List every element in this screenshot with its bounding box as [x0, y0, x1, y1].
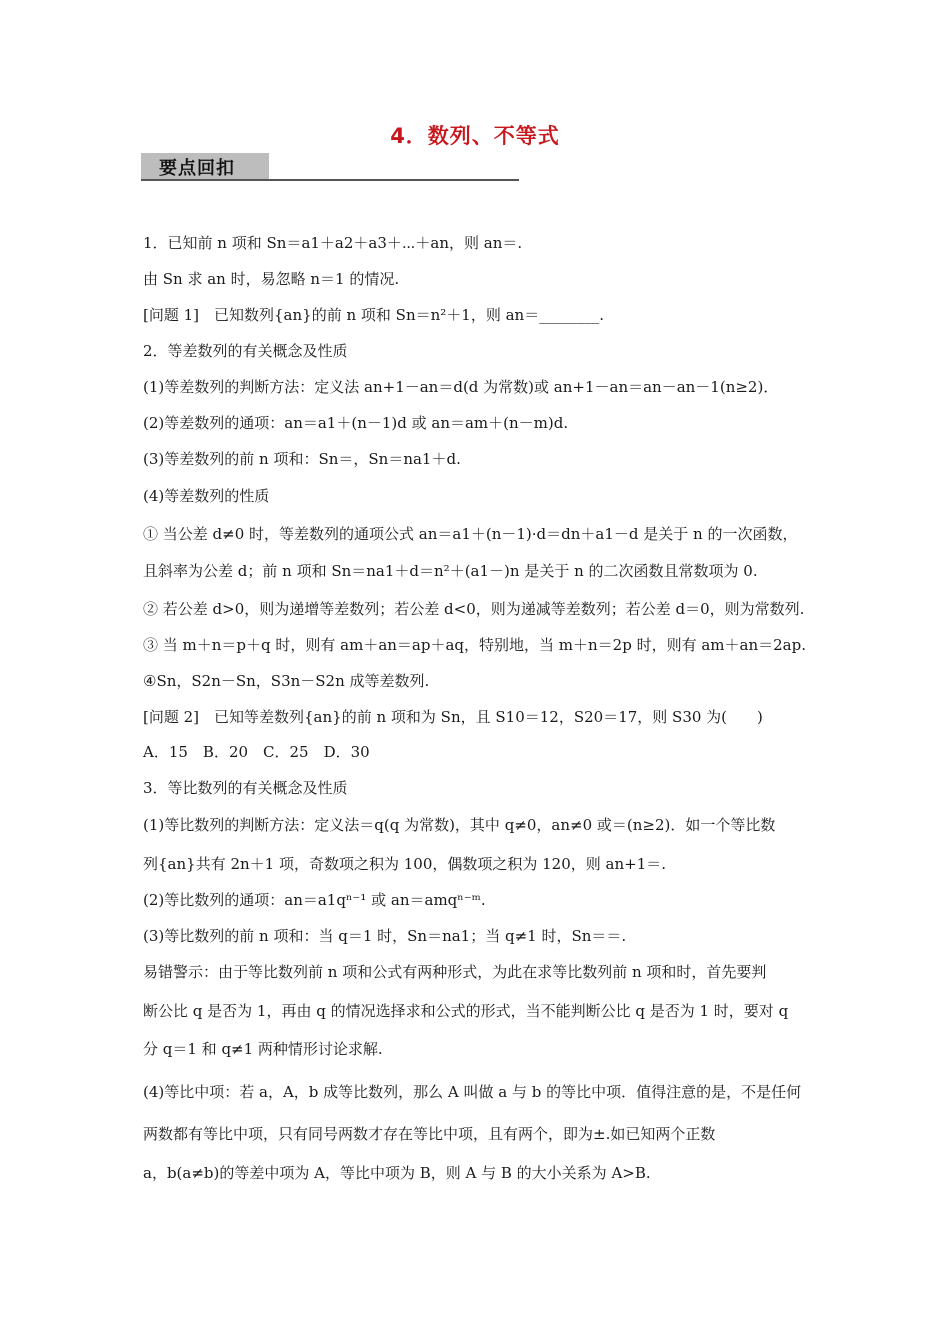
text-line: (2)等比数列的通项：an＝a1qⁿ⁻¹ 或 an＝amqⁿ⁻ᵐ.	[143, 891, 486, 909]
text-line: 分 q＝1 和 q≠1 两种情形讨论求解.	[143, 1040, 383, 1058]
text-line: 两数都有等比中项，只有同号两数才存在等比中项，且有两个，即为±.如已知两个正数	[143, 1125, 716, 1143]
text-line: 由 Sn 求 an 时，易忽略 n＝1 的情况.	[143, 270, 400, 288]
text-line: ③ 当 m＋n＝p＋q 时，则有 am＋an＝ap＋aq，特别地，当 m＋n＝2p 时，则有 am＋an＝2ap.	[143, 636, 806, 654]
text-line: 易错警示：由于等比数列前 n 项和公式有两种形式，为此在求等比数列前 n 项和时，首先要判	[143, 963, 767, 981]
text-line: (1)等比数列的判断方法：定义法＝q(q 为常数)，其中 q≠0，an≠0 或＝(n≥2)．如一个等比数	[143, 816, 776, 834]
text-line: 2．等差数列的有关概念及性质	[143, 342, 348, 360]
text-line: a，b(a≠b)的等差中项为 A，等比中项为 B，则 A 与 B 的大小关系为 A>B.	[143, 1164, 651, 1182]
text-line: (3)等差数列的前 n 项和：Sn＝，Sn＝na1＋d.	[143, 450, 461, 468]
section-heading: 要点回扣	[159, 158, 235, 179]
text-line: 1．已知前 n 项和 Sn＝a1＋a2＋a3＋⋯＋an，则 an＝.	[143, 234, 523, 252]
text-line: (4)等比中项：若 a，A，b 成等比数列，那么 A 叫做 a 与 b 的等比中项．值得注意的是，不是任何	[143, 1083, 802, 1101]
text-line: A．15 B．20 C．25 D．30	[143, 743, 370, 761]
text-line: 且斜率为公差 d；前 n 项和 Sn＝na1＋d＝n²＋(a1－)n 是关于 n 的二次函数且常数项为 0.	[143, 562, 758, 580]
text-line: (1)等差数列的判断方法：定义法 an+1－an＝d(d 为常数)或 an+1－an＝an－an－1(n≥2)．	[143, 378, 779, 396]
text-line: 3．等比数列的有关概念及性质	[143, 779, 348, 797]
text-line: [问题 2] 已知等差数列{an}的前 n 项和为 Sn，且 S10＝12，S20＝17，则 S30 为( )	[143, 708, 763, 726]
text-line: (2)等差数列的通项：an＝a1＋(n－1)d 或 an＝am＋(n－m)d.	[143, 414, 569, 432]
text-line: [问题 1] 已知数列{an}的前 n 项和 Sn＝n²＋1，则 an＝________.	[143, 306, 604, 324]
text-line: (4)等差数列的性质	[143, 487, 270, 505]
text-line: (3)等比数列的前 n 项和：当 q＝1 时，Sn＝na1；当 q≠1 时，Sn＝＝.	[143, 927, 627, 945]
text-line: ④Sn，S2n－Sn，S3n－S2n 成等差数列.	[143, 672, 430, 690]
page-title: 4．数列、不等式	[390, 124, 560, 148]
section-banner	[141, 153, 519, 181]
text-line: ① 当公差 d≠0 时，等差数列的通项公式 an＝a1＋(n－1)·d＝dn＋a1－d 是关于 n 的一次函数，	[143, 525, 798, 543]
text-line: ② 若公差 d>0，则为递增等差数列；若公差 d<0，则为递减等差数列；若公差 d＝0，则为常数列.	[143, 600, 805, 618]
text-line: 断公比 q 是否为 1，再由 q 的情况选择求和公式的形式，当不能判断公比 q 是否为 1 时，要对 q	[143, 1002, 789, 1020]
text-line: 列{an}共有 2n＋1 项，奇数项之积为 100，偶数项之积为 120，则 an+1＝.	[143, 855, 667, 873]
